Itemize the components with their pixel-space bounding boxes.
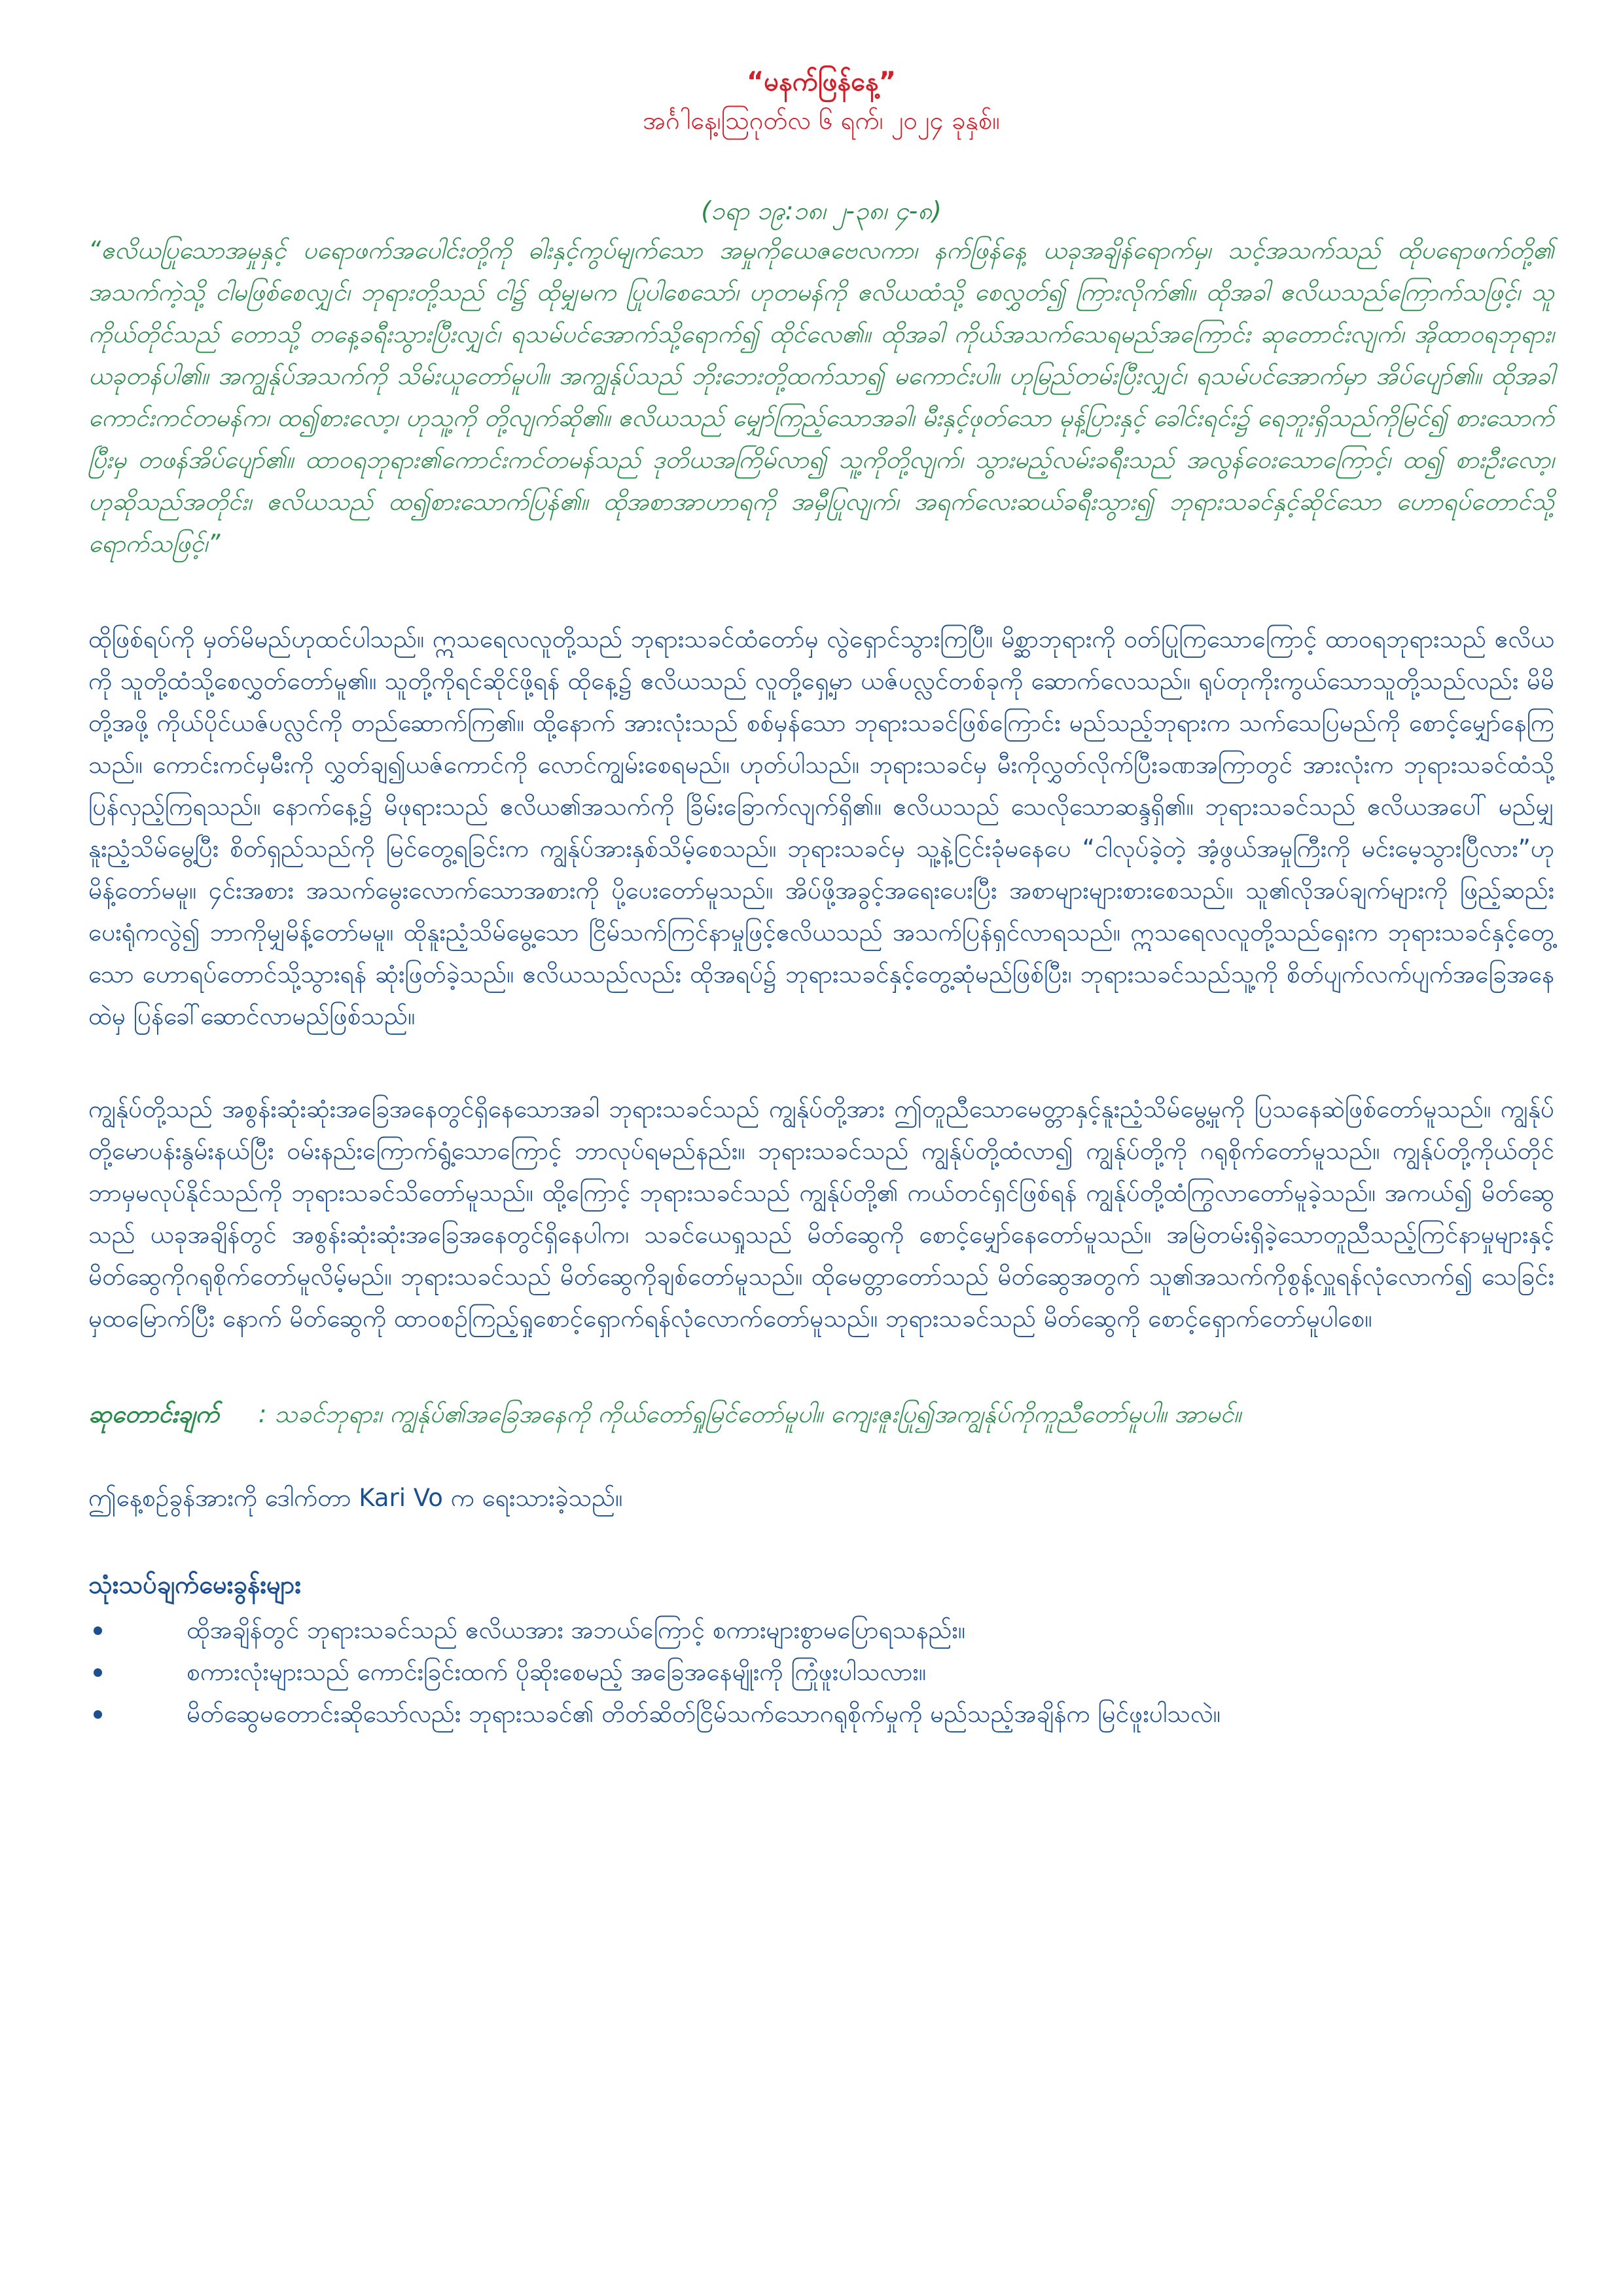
question-item xyxy=(88,1609,1554,1651)
bullet-icon xyxy=(94,1710,102,1719)
prayer-label: ဆုတောင်းချက် xyxy=(88,1400,219,1428)
question-item xyxy=(88,1693,1554,1735)
devotional-page xyxy=(88,62,1554,1735)
question-text: မိတ်ဆွေမတောင်းဆိုသော်လည်း ဘုရားသခင်၏ တိတ်ဆိတ်ငြိမ်သက်သောဂရုစိုက်မှုကို မည်သည့်အချိန်က မြင်ဖူးပါသလဲ။ xyxy=(187,1700,1221,1728)
questions-list xyxy=(88,1609,1554,1735)
prayer-text: : သခင်ဘုရား၊ ကျွန်ုပ်၏အခြေအနေကို ကိုယ်တော်ရှုမြင်တော်မူပါ။ ကျေးဇူးပြု၍အကျွန်ုပ်ကိုကူညီတော်မူပါ။ အာမင်။ xyxy=(258,1400,1241,1428)
page-title: “မနက်ဖြန်နေ့” xyxy=(747,67,896,97)
bullet-icon xyxy=(94,1668,102,1677)
bullet-icon xyxy=(94,1626,102,1635)
body-paragraph-1: ထိုဖြစ်ရပ်ကို မှတ်မိမည်ဟုထင်ပါသည်။ ဣသရေလလူတို့သည် ဘုရားသခင်ထံတော်မှ လွဲရှောင်သွားကြပြီ။ မိစ္ဆာဘုရားကို ဝတ်ပြုကြသောကြောင့် ထာဝရဘုရားသည် ဧလိယကို သူတို့ထံသို့စေလွှတ်တော်မူ၏။ သူတို့ကိုရင်ဆိုင်ဖို့ရန် ထိုနေ့၌ ဧလိယသည် လူတို့ရှေ့မှာ ယဇ်ပလ္လင်တစ်ခုကို ဆောက်လေသည်။ ရုပ်တုကိုးကွယ်သောသူတို့သည်လည်း မိမိတို့အဖို့ ကိုယ်ပိုင်ယဇ်ပလ္လင်ကို တည်ဆောက်ကြ၏။ ထို့နောက် အားလုံးသည် စစ်မှန်သော ဘုရားသခင်ဖြစ်ကြောင်း မည်သည့်ဘုရားက သက်သေပြမည်ကို စောင့်မျှော်နေကြသည်။ ကောင်းကင်မှမီးကို လွှတ်ချ၍ယဇ်ကောင်ကို လောင်ကျွမ်းစေရမည်။ ဟုတ်ပါသည်။ ဘုရားသခင်မှ မီးကိုလွှတ်လိုက်ပြီးခဏအကြာတွင် အားလုံးက ဘုရားသခင်ထံသို့ ပြန်လှည့်ကြရသည်။ နောက်နေ့၌ မိဖုရားသည် ဧလိယ၏အသက်ကို ခြိမ်းခြောက်လျက်ရှိ၏။ ဧလိယသည် သေလိုသောဆန္ဒရှိ၏။ ဘုရားသခင်သည် ဧလိယအပေါ် မည်မျှနူးညံ့သိမ်မွေ့ပြီး စိတ်ရှည်သည်ကို မြင်တွေ့ရခြင်းက ကျွန်ုပ်အားနှစ်သိမ့်စေသည်။ ဘုရားသခင်မှ သူ့နဲ့ငြင်းခုံမနေပေ “ငါလုပ်ခဲ့တဲ့ အံ့ဖွယ်အမှုကြီးကို မင်းမေ့သွားပြီလား”ဟု မိန့်တော်မမူ။ ၄င်းအစား အသက်မွေးလောက်သောအစားကို ပို့ပေးတော်မူသည်။ အိပ်ဖို့အခွင့်အရေးပေးပြီး အစာများများစားစေသည်။ သူ၏လိုအပ်ချက်များကို ဖြည့်ဆည်းပေးရုံကလွဲ၍ ဘာကိုမျှမိန့်တော်မမူ။ ထိုနူးညံ့သိမ်မွေ့သော ငြိမ်သက်ကြင်နာမှုဖြင့်ဧလိယသည် အသက်ပြန်ရှင်လာရသည်။ ဣသရေလလူတို့သည်ရှေးက ဘုရားသခင်နှင့်တွေ့သော ဟောရပ်တောင်သို့သွားရန် ဆုံးဖြတ်ခဲ့သည်။ ဧလိယသည်လည်း ထိုအရပ်၌ ဘုရားသခင်နှင့်တွေ့ဆုံမည်ဖြစ်ပြီး၊ ဘုရားသခင်သည်သူ့ကို စိတ်ပျက်လက်ပျက်အခြေအနေထဲမှ ပြန်ခေါ်ဆောင်လာမည်ဖြစ်သည်။ xyxy=(88,625,1554,1030)
question-item xyxy=(88,1651,1554,1693)
body-paragraph-2: ကျွန်ုပ်တို့သည် အစွန်းဆုံးဆုံးအခြေအနေတွင်ရှိနေသောအခါ ဘုရားသခင်သည် ကျွန်ုပ်တို့အား ဤတူညီသောမေတ္တာနှင့်နူးညံ့သိမ်မွေ့မှုကို ပြသနေဆဲဖြစ်တော်မူသည်။ ကျွန်ုပ်တို့မောပန်းနွမ်းနယ်ပြီး ဝမ်းနည်းကြောက်ရွံ့သောကြောင့် ဘာလုပ်ရမည်နည်း။ ဘုရားသခင်သည် ကျွန်ုပ်တို့ထံလာ၍ ကျွန်ုပ်တို့ကို ဂရုစိုက်တော်မူသည်။ ကျွန်ုပ်တို့ကိုယ်တိုင် ဘာမှမလုပ်နိုင်သည်ကို ဘုရားသခင်သိတော်မူသည်။ ထို့ကြောင့် ဘုရားသခင်သည် ကျွန်ုပ်တို့၏ ကယ်တင်ရှင်ဖြစ်ရန် ကျွန်ုပ်တို့ထံကြွလာတော်မူခဲ့သည်။ အကယ်၍ မိတ်ဆွေသည် ယခုအချိန်တွင် အစွန်းဆုံးဆုံးအခြေအနေတွင်ရှိနေပါက၊ သခင်ယေရှုသည် မိတ်ဆွေကို စောင့်မျှော်နေတော်မူသည်။ အမြဲတမ်းရှိခဲ့သောတူညီသည့်ကြင်နာမှုများနှင့် မိတ်ဆွေကိုဂရုစိုက်တော်မူလိမ့်မည်။ ဘုရားသခင်သည် မိတ်ဆွေကိုချစ်တော်မူသည်။ ထိုမေတ္တာတော်သည် မိတ်ဆွေအတွက် သူ၏အသက်ကိုစွန့်လှူရန်လုံလောက်၍ သေခြင်းမှထမြောက်ပြီး နောက် မိတ်ဆွေကို ထာဝစဉ်ကြည့်ရှုစောင့်ရှောက်ရန်လုံလောက်တော်မူသည်။ ဘုရားသခင်သည် မိတ်ဆွေကို စောင့်ရှောက်တော်မူပါစေ။ xyxy=(88,1095,1554,1333)
page-date: အင်္ဂါနေ့၊ဩဂုတ်လ ၆ ရက်၊ ၂၀၂၄ ခုနှစ်။ xyxy=(643,106,1000,135)
prayer xyxy=(88,1393,1554,1435)
scripture-text: “ဧလိယပြုသောအမှုနှင့် ပရောဖက်အပေါင်းတို့ကို ဓါးနှင့်ကွပ်မျက်သော အမှုကိုယေဇဗေလကာ၊ နက်ဖြန်နေ့ ယခုအချိန်ရောက်မှ၊ သင့်အသက်သည် ထိုပရောဖက်တို့၏ အသက်ကဲ့သို့ ငါမဖြစ်စေလျှင်၊ ဘုရားတို့သည် ငါ၌ ထိုမျှမက ပြုပါစေသော်၊ ဟုတမန်ကို ဧလိယထံသို့ စေလွှတ်၍ ကြားလိုက်၏။ ထိုအခါ ဧလိယသည်ကြောက်သဖြင့်၊ သူကိုယ်တိုင်သည် တောသို့ တနေ့ခရီးသွားပြီးလျှင်၊ ရသမ်ပင်အောက်သို့ရောက်၍ ထိုင်လေ၏။ ထိုအခါ ကိုယ်အသက်သေရမည်အကြောင်း ဆုတောင်းလျက်၊ အိုထာဝရဘုရား၊ ယခုတန်ပါ၏။ အကျွန်ုပ်အသက်ကို သိမ်းယူတော်မူပါ။ အကျွန်ုပ်သည် ဘိုးဘေးတို့ထက်သာ၍ မကောင်းပါ။ ဟုမြည်တမ်းပြီးလျှင်၊ ရသမ်ပင်အောက်မှာ အိပ်ပျော်၏။ ထိုအခါ ကောင်းကင်တမန်က၊ ထ၍စားလော့၊ ဟုသူ့ကို တို့လျက်ဆို၏။ ဧလိယသည် မျှော်ကြည့်သောအခါ၊ မီးနှင့်ဖုတ်သော မုန့်ပြားနှင့် ခေါင်းရင်း၌ ရေဘူးရှိသည်ကိုမြင်၍ စားသောက်ပြီးမှ တဖန်အိပ်ပျော်၏။ ထာဝရဘုရား၏ကောင်းကင်တမန်သည် ဒုတိယအကြိမ်လာ၍ သူ့ကိုတို့လျက်၊ သွားမည့်လမ်းခရီးသည် အလွန်ဝေးသောကြောင့်၊ ထ၍ စားဦးလော့၊ ဟုဆိုသည်အတိုင်း၊ ဧလိယသည် ထ၍စားသောက်ပြန်၏။ ထိုအစာအာဟာရကို အမှီပြုလျက်၊ အရက်လေးဆယ်ခရီးသွား၍ ဘုရားသခင်နှင့်ဆိုင်သော ဟောရပ်တောင်သို့ ရောက်သဖြင့်၊” xyxy=(88,236,1554,558)
question-text: ထိုအချိန်တွင် ဘုရားသခင်သည် ဧလိယအား အဘယ်ကြောင့် စကားများစွာမပြောရသနည်း။ xyxy=(187,1616,965,1644)
question-text: စကားလုံးများသည် ကောင်းခြင်းထက် ပိုဆိုးစေမည့် အခြေအနေမျိုးကို ကြုံဖူးပါသလား။ xyxy=(187,1658,926,1686)
scripture-reference: (၁ရာ ၁၉:၁၈၊ ၂-၃၈၊ ၄-၈) xyxy=(701,196,942,225)
author-credit: ဤနေ့စဉ်ခွန်အားကို ဒေါက်တာ Kari Vo က ရေးသားခဲ့သည်။ xyxy=(88,1484,623,1512)
questions-heading: သုံးသပ်ချက်မေးခွန်းများ xyxy=(88,1570,302,1599)
